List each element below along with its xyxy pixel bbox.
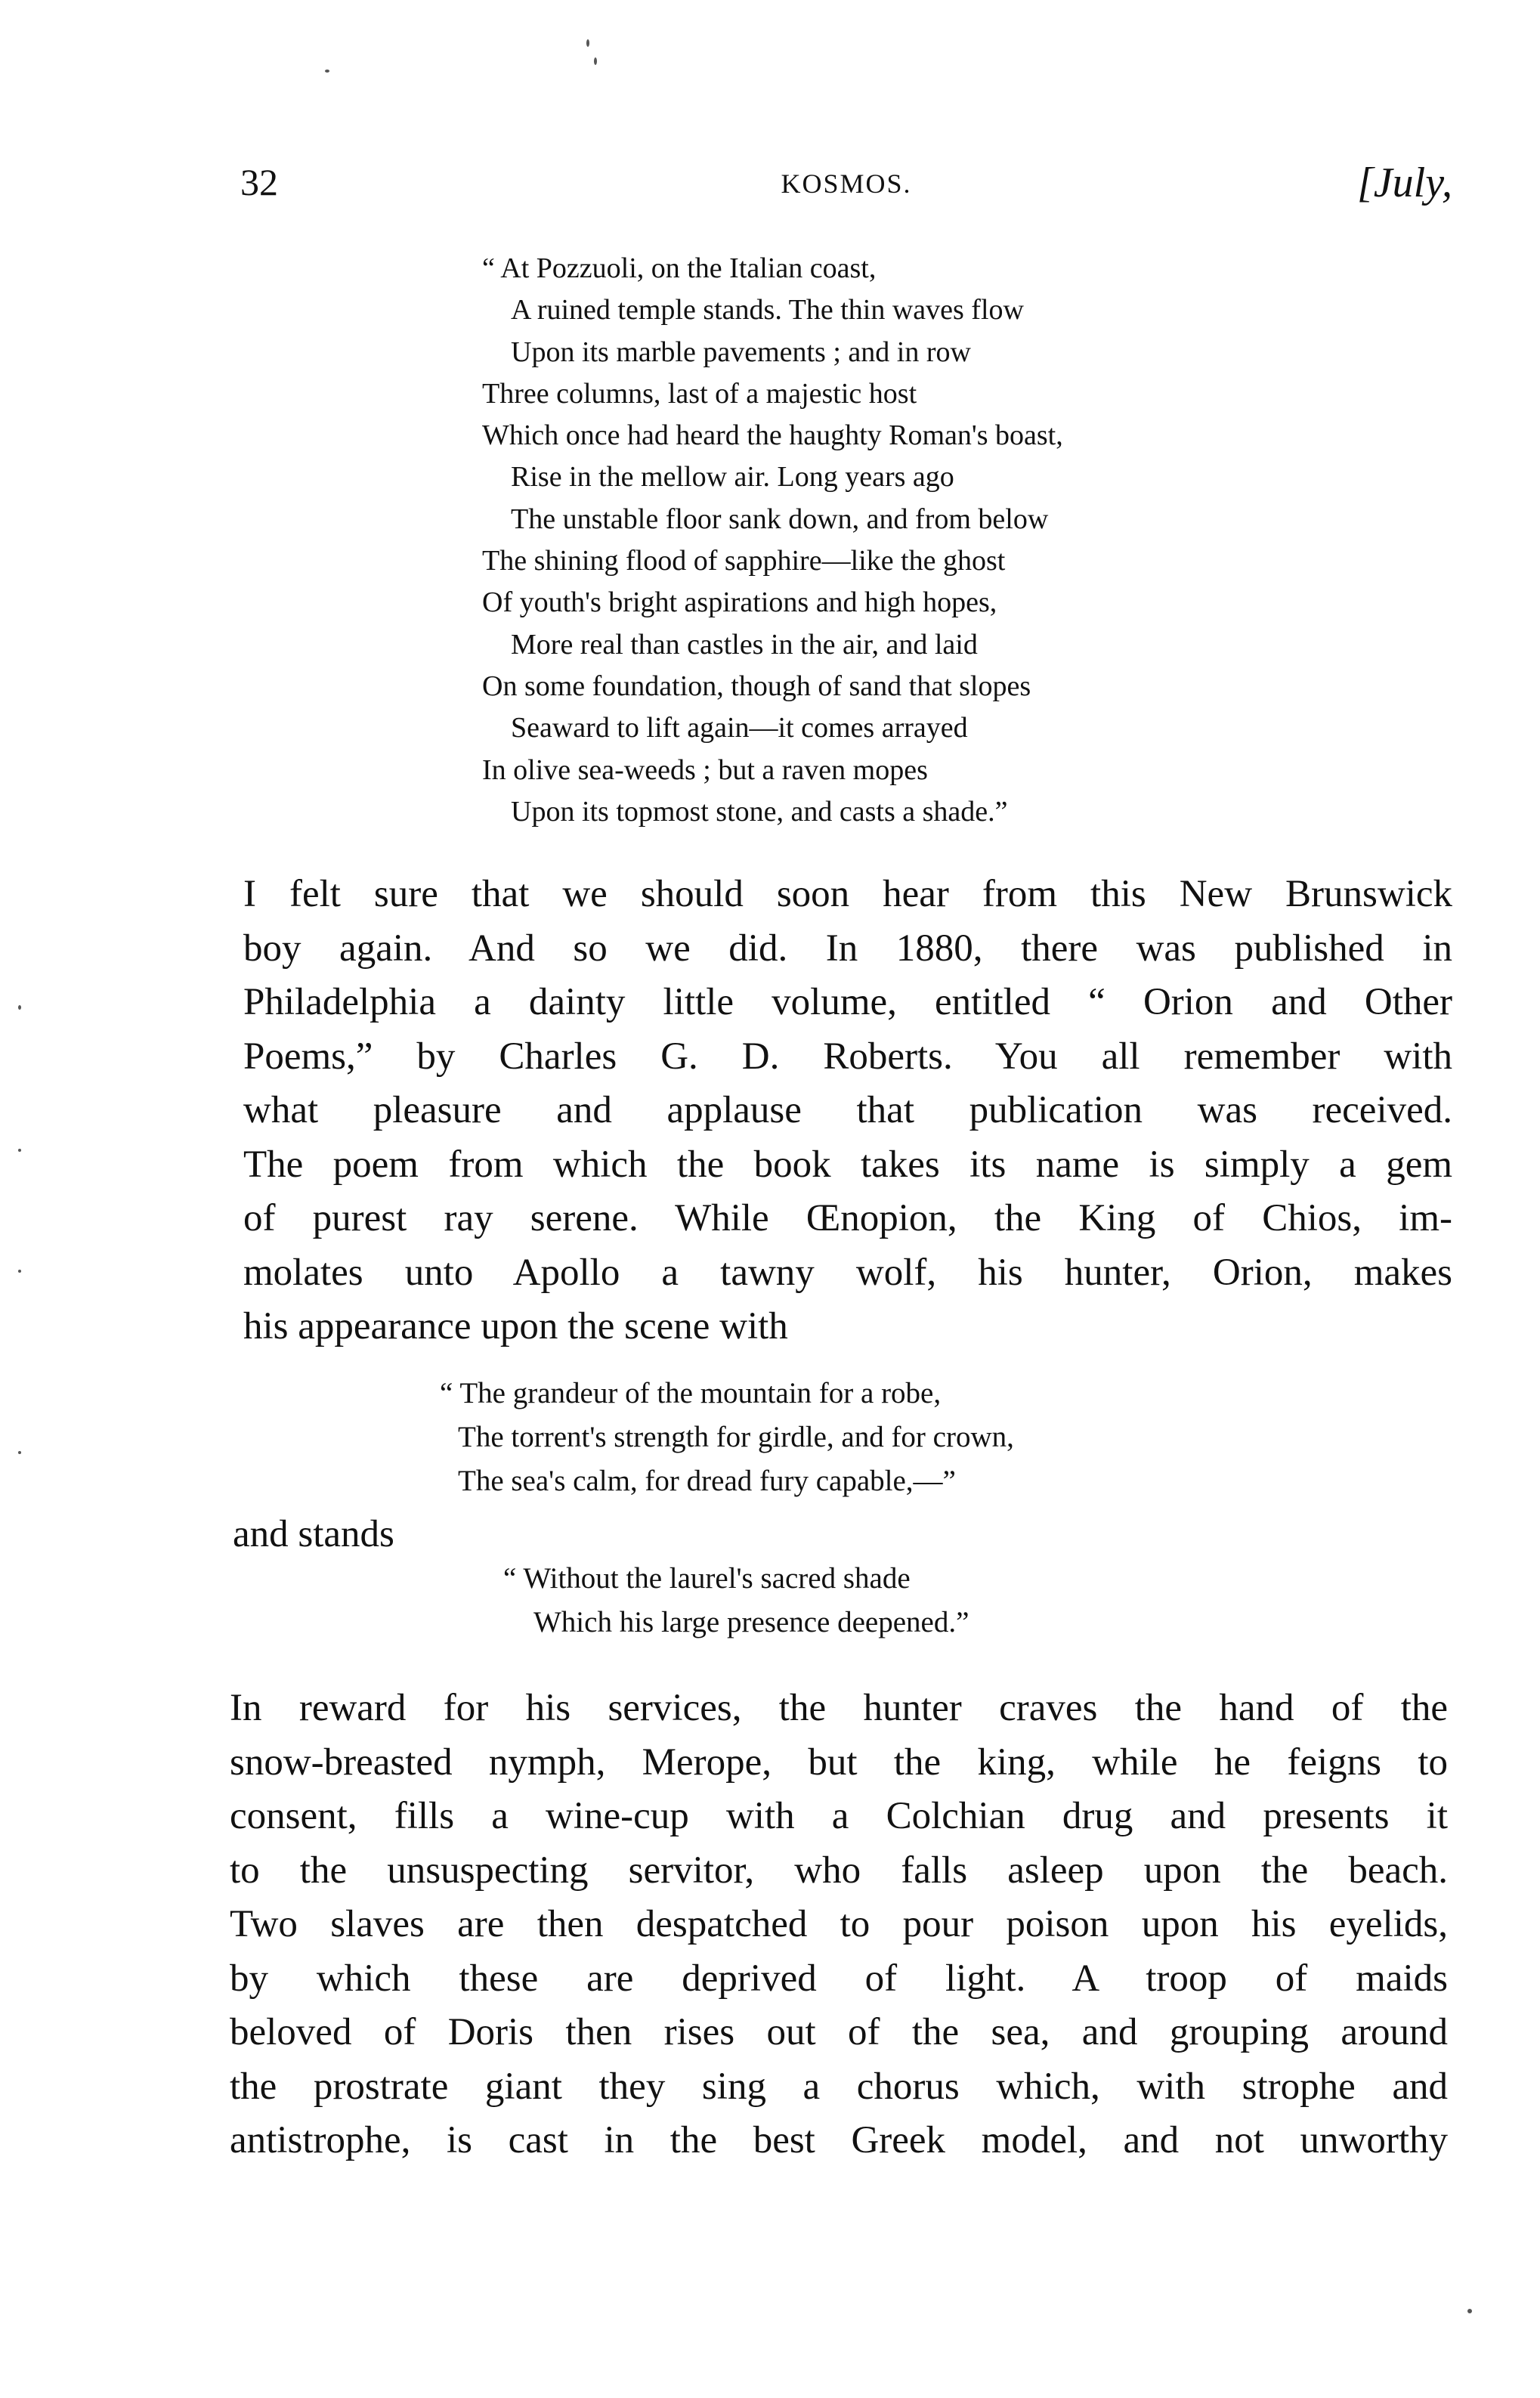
scan-speck — [18, 1270, 21, 1273]
paragraph-orion-intro — [243, 868, 1452, 1354]
paragraph-line: beloved of Doris then rises out of the sea, and grouping around — [230, 2011, 1448, 2053]
paragraph-line: snow-breasted nymph, Merope, but the king, while he feigns to — [230, 1740, 1448, 1784]
verse-line: The torrent's strength for girdle, and for crown, — [458, 1421, 1014, 1453]
scan-speck — [18, 1005, 21, 1010]
verse-line: Which his large presence deepened.” — [533, 1606, 969, 1638]
scan-speck — [1467, 2309, 1472, 2313]
paragraph-line: of purest ray serene. While Œnopion, the King of Chios, im- — [243, 1197, 1452, 1239]
running-head — [240, 160, 1452, 213]
verse-line: “ At Pozzuoli, on the Italian coast, — [482, 252, 877, 284]
paragraph-line: Poems,” by Charles G. D. Roberts. You all remember with — [243, 1035, 1452, 1078]
scan-speck — [325, 70, 329, 73]
verse-line: The sea's calm, for dread fury capable,—” — [458, 1465, 956, 1497]
page-number: 32 — [240, 161, 278, 203]
verse-line: Of youth's bright aspirations and high hopes, — [482, 586, 997, 619]
scan-speck — [18, 1451, 21, 1454]
paragraph-line: the prostrate giant they sing a chorus which, with strophe and — [230, 2065, 1448, 2108]
verse-line: “ Without the laurel's sacred shade — [503, 1562, 911, 1595]
paragraph-line: In reward for his services, the hunter craves the hand of the — [230, 1687, 1448, 1729]
verse-line: More real than castles in the air, and laid — [511, 628, 978, 661]
paragraph-line: to the unsuspecting servitor, who falls asleep upon the beach. — [230, 1849, 1448, 1892]
verse-line: Upon its topmost stone, and casts a shade.” — [511, 795, 1008, 828]
paragraph-line: his appearance upon the scene with — [243, 1305, 788, 1348]
verse-line: Rise in the mellow air. Long years ago — [511, 461, 954, 494]
paragraph-line: by which these are deprived of light. A troop of maids — [230, 1957, 1448, 2000]
verse-line: Seaward to lift again—it comes arrayed — [511, 712, 968, 744]
verse-line: “ The grandeur of the mountain for a robe, — [440, 1377, 942, 1409]
verse-line: In olive sea-weeds ; but a raven mopes — [482, 753, 928, 786]
running-month: [July, — [1357, 159, 1452, 206]
verse-line: Three columns, last of a majestic host — [482, 377, 917, 410]
paragraph-line: Two slaves are then despatched to pour poison upon his eyelids, — [230, 1903, 1448, 1945]
paragraph-line: and stands — [233, 1513, 394, 1555]
scan-speck — [594, 57, 597, 65]
scan-speck — [586, 39, 589, 47]
verse-line: The shining flood of sapphire—like the ghost — [482, 545, 1006, 577]
paragraph-hunter-reward — [230, 1682, 1448, 2168]
scan-speck — [18, 1149, 21, 1152]
paragraph-line: antistrophe, is cast in the best Greek model, and not unworthy — [230, 2119, 1448, 2161]
paragraph-line: The poem from which the book takes its name is simply a gem — [243, 1143, 1452, 1186]
paragraph-line: molates unto Apollo a tawny wolf, his hunter, Orion, makes — [243, 1251, 1452, 1294]
paragraph-line: consent, fills a wine-cup with a Colchian drug and presents it — [230, 1795, 1448, 1837]
paragraph-line: boy again. And so we did. In 1880, there was published in — [243, 927, 1452, 970]
verse-quotation-pozzuoli — [482, 248, 1063, 833]
verse-quotation-laurel — [503, 1557, 969, 1645]
verse-line: Which once had heard the haughty Roman's boast, — [482, 419, 1063, 452]
verse-line: The unstable floor sank down, and from below — [511, 503, 1049, 535]
verse-quotation-grandeur — [440, 1372, 1014, 1503]
paragraph-line: I felt sure that we should soon hear from this New Brunswick — [243, 873, 1452, 915]
verse-line: Upon its marble pavements ; and in row — [511, 336, 971, 368]
verse-line: On some foundation, though of sand that slopes — [482, 670, 1031, 702]
paragraph-line: what pleasure and applause that publication was received. — [243, 1089, 1452, 1131]
journal-title: KOSMOS. — [781, 169, 912, 199]
paragraph-line: Philadelphia a dainty little volume, entitled “ Orion and Other — [243, 981, 1452, 1023]
connector-text — [233, 1508, 535, 1562]
verse-line: A ruined temple stands. The thin waves flow — [511, 294, 1024, 326]
